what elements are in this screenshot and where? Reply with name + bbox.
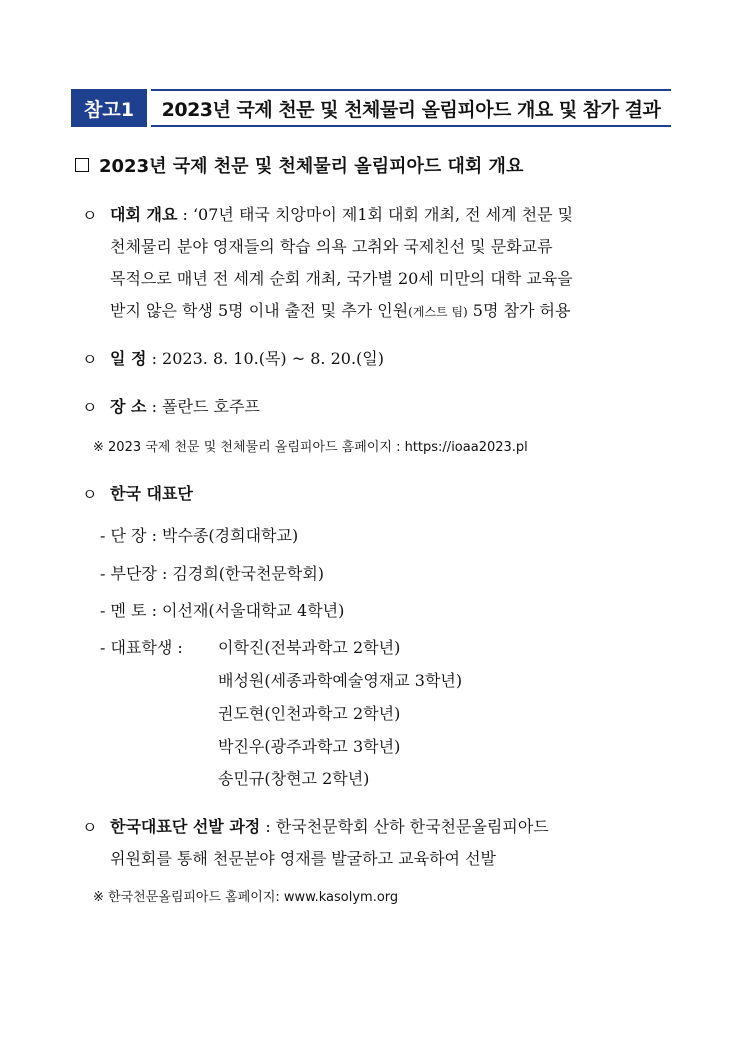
venue-value: 폴란드 호주프 <box>162 397 260 416</box>
selection-sep: : <box>260 817 276 836</box>
overview-guest-team: (게스트 팀) <box>408 305 468 319</box>
selection-label: 한국대표단 선발 과정 <box>110 817 261 836</box>
student-2: 배성원(세종과학예술영재교 3학년) <box>218 671 463 690</box>
venue-sep: : <box>146 397 163 416</box>
bullet-mark: ㅇ <box>82 350 98 369</box>
bullet-mark: ㅇ <box>82 206 98 225</box>
student-5: 송민규(창현고 2학년) <box>218 769 370 788</box>
overview-sep: : <box>177 205 193 224</box>
team-mentor: - 멘 토 : 이선재(서울대학교 4학년) <box>100 601 345 620</box>
document-header <box>71 89 671 127</box>
team-leader: - 단 장 : 박수종(경희대학교) <box>100 526 299 545</box>
team-deputy: - 부단장 : 김경희(한국천문학회) <box>100 564 325 583</box>
kasolym-homepage-note: ※ 한국천문올림피아드 홈페이지: www.kasolym.org <box>93 890 399 905</box>
selection-line-1 <box>110 814 549 837</box>
schedule-sep: : <box>146 349 163 368</box>
section-title-text: 2023년 국제 천문 및 천체물리 올림피아드 대회 개요 <box>99 156 524 177</box>
student-4: 박진우(광주과학고 3학년) <box>218 737 401 756</box>
overview-line-3: 목적으로 매년 전 세계 순회 개최, 국가별 20세 미만의 대학 교육을 <box>110 269 573 288</box>
overview-text-4b: 5명 참가 허용 <box>467 301 571 320</box>
team-students-label: - 대표학생 : <box>100 638 183 657</box>
checkbox-icon <box>75 158 89 172</box>
header-title-box <box>151 89 671 127</box>
ioaa-homepage-note: ※ 2023 국제 천문 및 천체물리 올림피아드 홈페이지 : https://ioaa2023.pl <box>93 440 528 455</box>
overview-line-2: 천체물리 분야 영재들의 학습 의욕 고취와 국제친선 및 문화교류 <box>110 237 553 256</box>
overview-text-1: ‘07년 태국 치앙마이 제1회 대회 개최, 전 세계 천문 및 <box>192 205 574 224</box>
student-1: 이학진(전북과학고 2학년) <box>218 638 401 657</box>
document-title: 2023년 국제 천문 및 천체물리 올림피아드 개요 및 참가 결과 <box>161 98 661 121</box>
bullet-mark: ㅇ <box>82 398 98 417</box>
bullet-mark: ㅇ <box>82 818 98 837</box>
overview-text-4a: 받지 않은 학생 5명 이내 출전 및 추가 인원 <box>110 301 409 320</box>
venue-label: 장 소 <box>110 397 147 416</box>
student-3: 권도현(인천과학고 2학년) <box>218 704 401 723</box>
schedule-label: 일 정 <box>110 349 147 368</box>
overview-line-4 <box>110 298 570 321</box>
selection-line-2: 위원회를 통해 천문분야 영재를 발굴하고 교육하여 선발 <box>110 849 497 868</box>
bullet-mark: ㅇ <box>82 485 98 504</box>
schedule-value: 2023. 8. 10.(목) ~ 8. 20.(일) <box>162 349 384 368</box>
reference-tag: 참고1 <box>71 89 147 127</box>
overview-label: 대회 개요 <box>110 205 178 224</box>
selection-text-1: 한국천문학회 산하 한국천문올림피아드 <box>275 817 549 836</box>
team-label: 한국 대표단 <box>110 484 193 503</box>
schedule-line <box>110 346 384 369</box>
section-title <box>75 152 523 178</box>
overview-line-1 <box>110 202 573 225</box>
venue-line <box>110 394 260 417</box>
